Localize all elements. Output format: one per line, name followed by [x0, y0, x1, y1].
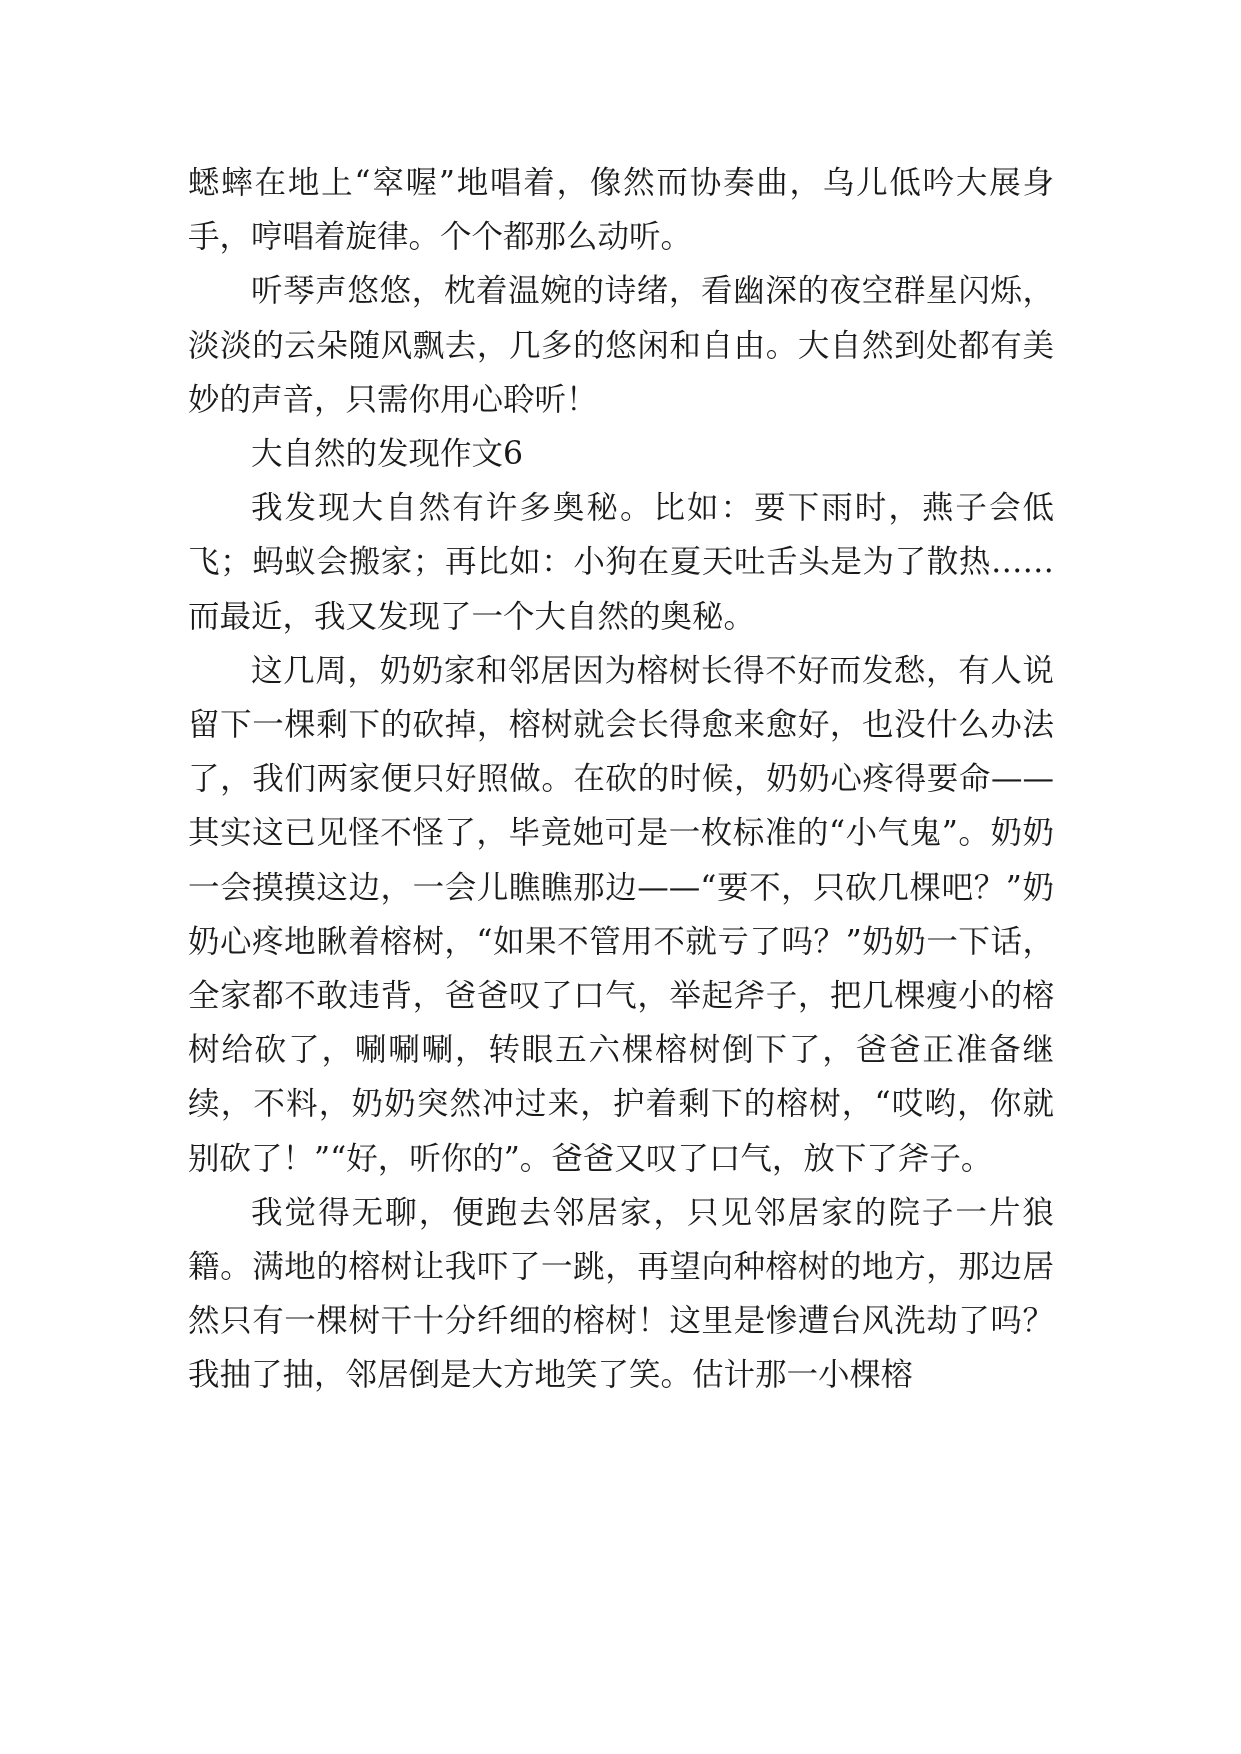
paragraph-3: 我发现大自然有许多奥秘。比如：要下雨时，燕子会低飞；蚂蚁会搬家；再比如：小狗在夏天吐舌头是为了散热……而最近，我又发现了一个大自然的奥秘。: [188, 490, 1054, 635]
paragraph-1: 蟋蟀在地上“窣喔”地唱着，像然而协奏曲，乌儿低吟大展身手，哼唱着旋律。个个都那么动听。: [188, 165, 1054, 256]
section-heading: 大自然的发现作文6: [251, 436, 524, 473]
paragraph-4: 这几周，奶奶家和邻居因为榕树长得不好而发愁，有人说留下一棵剩下的砍掉，榕树就会长得愈来愈好，也没什么办法了，我们两家便只好照做。在砍的时候，奶奶心疼得要命——其实这已见怪不怪了，毕竟她可是一枚标准的“小气鬼”。奶奶一会摸摸这边，一会儿瞧瞧那边——“要不，只砍几棵吧？”奶奶心疼地瞅着榕树，“如果不管用不就亏了吗？”奶奶一下话，全家都不敢违背，爸爸叹了口气，举起斧子，把几棵瘦小的榕树给砍了，唰唰唰，转眼五六棵榕树倒下了，爸爸正准备继续，不料，奶奶突然冲过来，护着剩下的榕树，“哎哟，你就别砍了！”“好，听你的”。爸爸又叹了口气，放下了斧子。: [188, 652, 1054, 1177]
document-body: [188, 156, 1054, 1403]
paragraph-5: 我觉得无聊，便跑去邻居家，只见邻居家的院子一片狼籍。满地的榕树让我吓了一跳，再望向种榕树的地方，那边居然只有一棵树干十分纤细的榕树！这里是惨遭台风洗劫了吗？我抽了抽，邻居倒是大方地笑了笑。估计那一小棵榕: [188, 1194, 1054, 1394]
paragraph-2: 听琴声悠悠，枕着温婉的诗绪，看幽深的夜空群星闪烁，淡淡的云朵随风飘去，几多的悠闲和自由。大自然到处都有美妙的声音，只需你用心聆听！: [188, 273, 1054, 418]
